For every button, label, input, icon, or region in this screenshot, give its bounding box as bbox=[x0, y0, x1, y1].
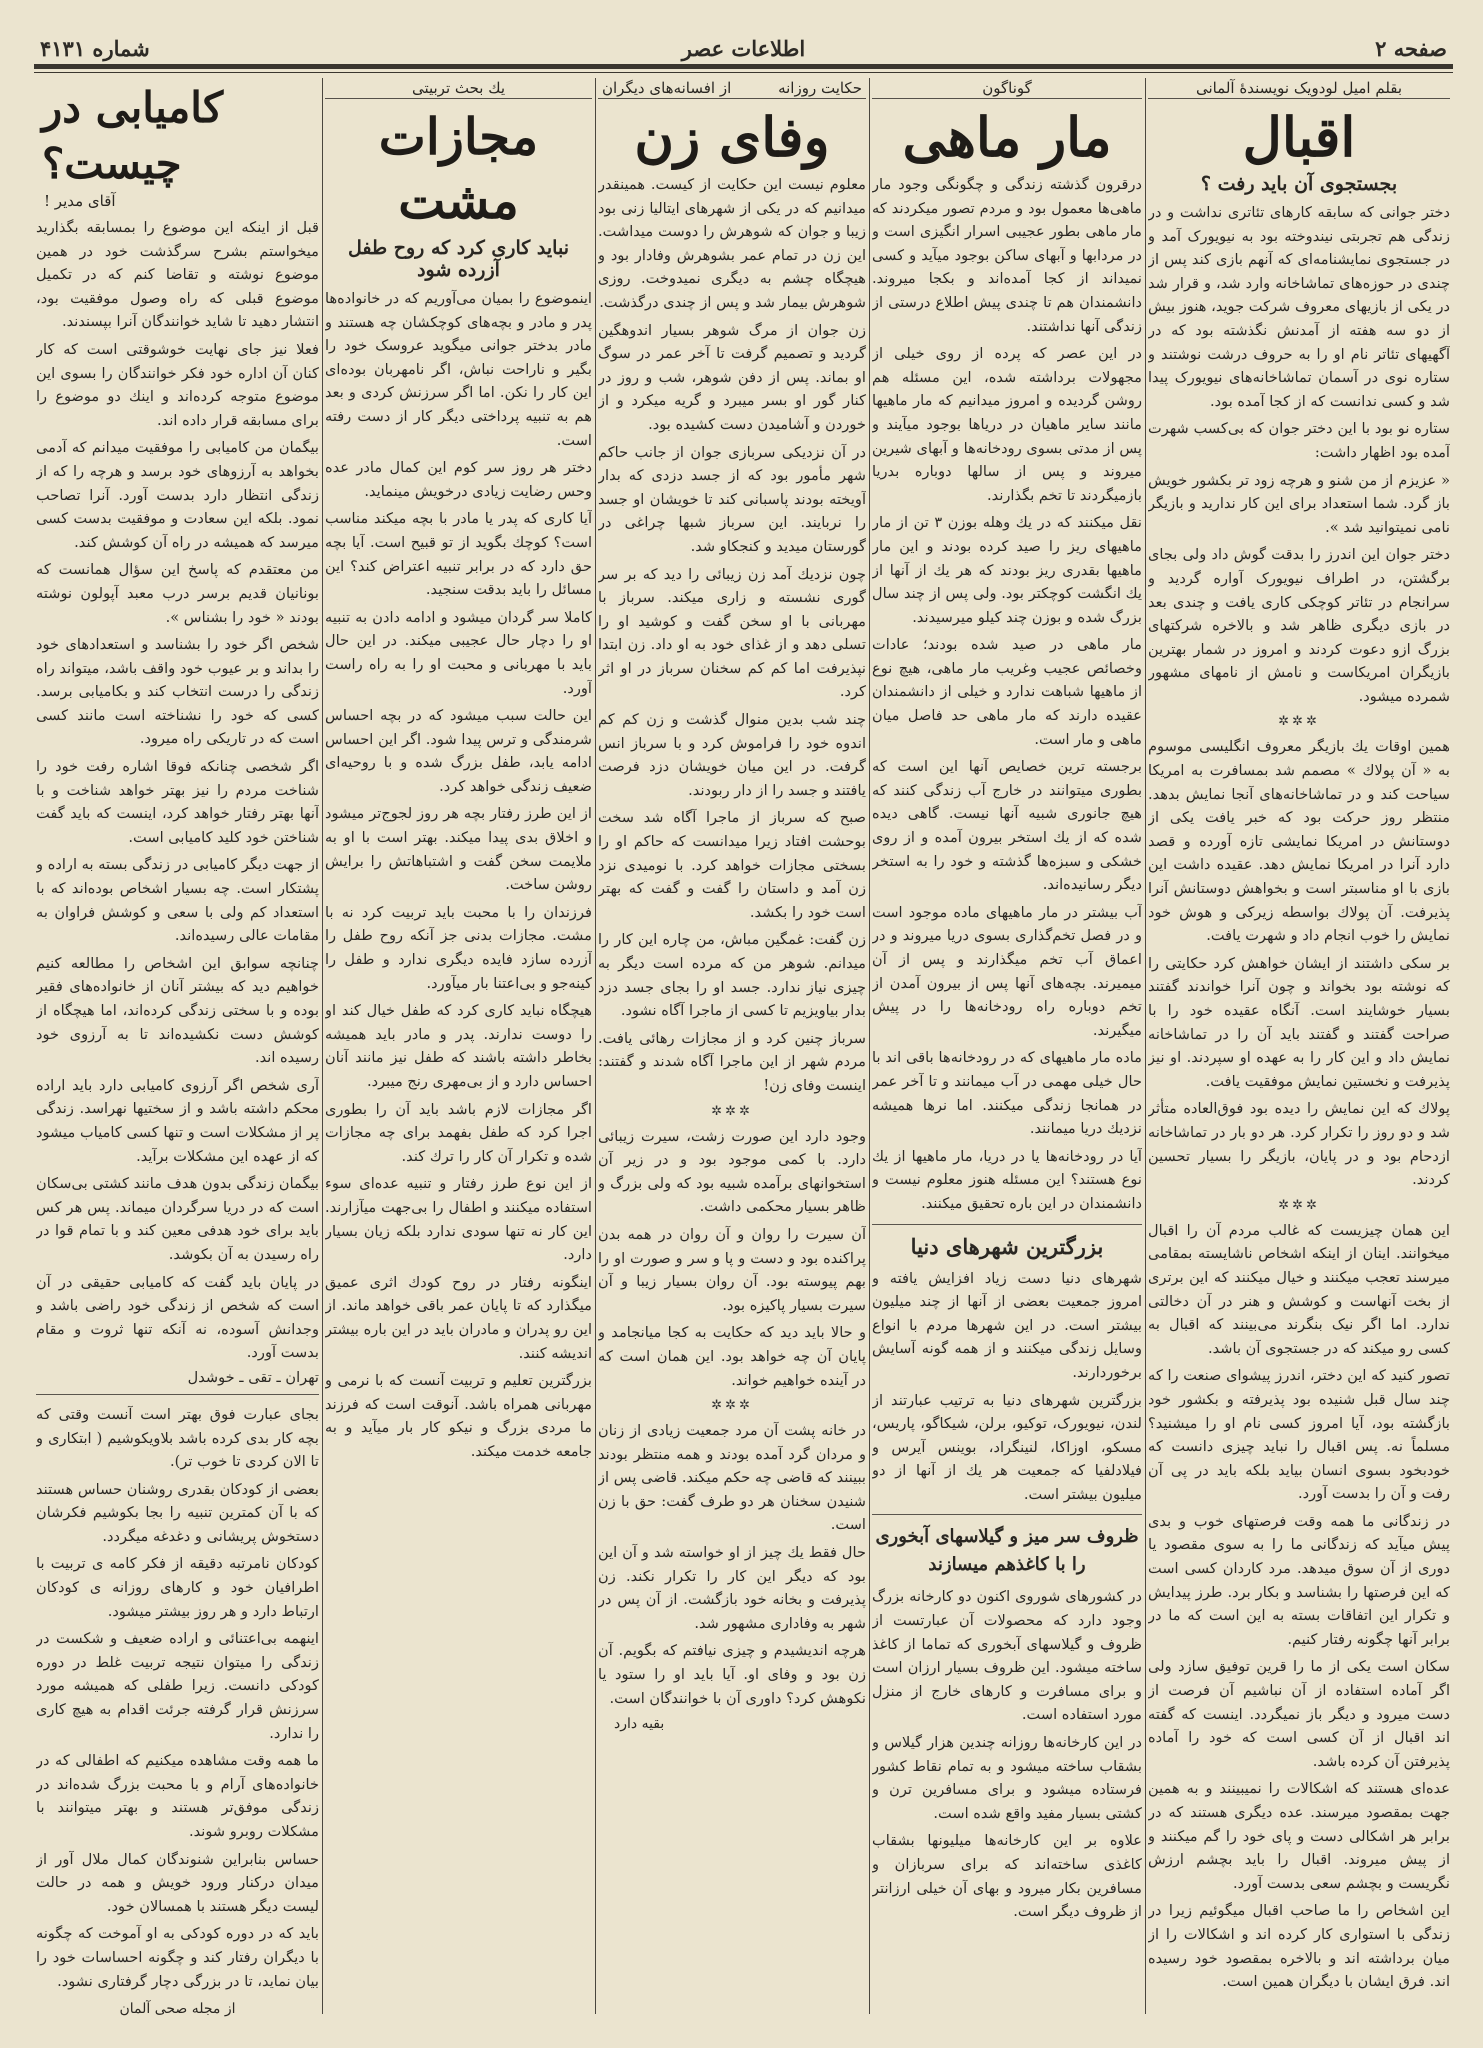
paragraph: اگر مجازات لازم باشد باید آن را بطوری اجرا کرد که طفل بفهمد برای چه مجازات شده و تکرار آن کار را ترك کند. bbox=[325, 1100, 592, 1165]
paragraph: اینموضوع را بمیان می‌آوریم که در خانواده‌ها پدر و مادر و بچه‌های کوچکشان چه هستند و مادر بدختر جوانی میگوید عروسک خود را بگیر و ناراحت نباش، اگر نامهربان بوده‌ای این کار را نکن. اما اگر سرزنش کردی و بعد هم به تنبیه پرداختی دیگر کار از دست رفته است. bbox=[325, 290, 592, 449]
paragraph: از این نوع طرز رفتار و تنبیه عده‌ای سوء استفاده میکنند و اطفال را بی‌جهت میآزارند. این کار نه تنها سودی ندارد بلکه زیان بسیار دارد. bbox=[325, 1175, 592, 1264]
paragraph: علاوه بر این کارخانه‌ها میلیونها بشقاب کاغذی ساخته‌اند که برای سربازان و مسافرین بکار میرود و بهای آن خیلی ارزانتر از ظروف دیگر است. bbox=[872, 1832, 1142, 1921]
paragraph: معلوم نیست این حکایت از کیست. همینقدر میدانیم که در یکی از شهرهای ایتالیا زنی بود زیبا و جوان که شوهرش را دوست میداشت. این زن در تمام عمر بشوهرش وفادار بود و هیچگاه چشم به دیگری نمیدوخت. روزی شوهرش بیمار شد و پس از چندی درگذشت. bbox=[598, 176, 866, 311]
paragraph: چند شب بدین منوال گذشت و زن کم کم اندوه خود را فراموش کرد و با سرباز انس گرفت. در این میان خویشان دزد فرصت یافتند و جسد را از دار ربودند. bbox=[598, 711, 866, 799]
paragraph: زن گفت: غمگین مباش، من چاره این کار را میدانم. شوهر من که مرده است دیگر به چیزی نیاز ندارد. جسد او را بجای جسد دزد بدار بیاویزیم تا کسی از ماجرا آگاه نشود. bbox=[598, 931, 866, 1020]
paragraph: در آن نزدیکی سربازی جوان از جانب حاکم شهر مأمور بود که از جسد دزدی که بدار آویخته بودند پاسبانی کند تا خویشان او جسد را نربایند. این سرباز شبها چراغی در گورستان میدید و کنجکاو شد. bbox=[598, 443, 866, 555]
paragraph: شهرهای دنیا دست زیاد افزایش یافته و امروز جمعیت بعضی از آنها از چند میلیون بیشتر است. در این شهرها مردم با انواع وسایل زندگی میکنند و از همه گونه آسایش برخوردارند. bbox=[872, 1269, 1142, 1381]
page-number: صفحه ۲ bbox=[1375, 36, 1447, 61]
paragraph: در زندگانی ما همه وقت فرصتهای خوب و بدی پیش میآید که زندگانی ما را به سوی مقصود یا دوری از آن سوق میدهد. مرد کاردان کسی است که این فرصتها را بشناسد و بکار برد. طرز پیدایش و تکرار این اتفاقات بسته به این است که ما در برابر آنها چگونه رفتار کنیم. bbox=[1148, 1512, 1450, 1648]
paragraph: اگر شخصی چنانکه فوقا اشاره رفت خود را شناخت مردم را نیز بهتر خواهد شناخت و با آنها بهتر رفتار خواهد کرد، اینست که باید گفت شناختن خود کلید کامیابی است. bbox=[36, 758, 319, 846]
column-divider bbox=[1145, 78, 1146, 2014]
paragraph: دختر جوانی که سابقه کارهای تئاتری نداشت و در زندگی هم تجربتی نیندوخته بود به نیویورک آمد و در جستجوی نمایشنامه‌ای که آنهم بازی کند پس از چندی در حوزه‌های تماشاخانه وارد شد، و قرار شد در یکی از بازیهای معروف شرکت جوید، هنوز بیش از دو سه هفته از آمدنش نگذشته بود که در آگهیهای تئاتر نام او را به حروف درشت نوشتند و ستاره نوی در آسمان تماشاخانه‌های نیویورک پیدا شد و کسی ندانست که از کجا آمده بود. bbox=[1148, 204, 1450, 410]
paragraph: همین اوقات یك بازیگر معروف انگلیسی موسوم به « آن پولاك » مصمم شد بمسافرت به امریکا سیاحت کند و در تماشاخانه‌های آنجا نمایش بدهد. منتظر روز حرکت بود که خبر یافت یکی از دوستانش در امریکا نمایشی تازه آورده و قصد دارد آنرا در امریکا نمایش دهد. عقیده داشت این بازی با او مناسبتر است و بخواهش دوستانش آنرا پذیرفت. آن پولاك بواسطه زیرکی و هوش خود نمایش را خوب انجام داد و شهرت یافت. bbox=[1148, 738, 1450, 945]
paragraph: شخص اگر خود را بشناسد و استعدادهای خود را بداند و بر عیوب خود واقف باشد، میتواند راه زندگی را درست انتخاب کند و بکامیابی برسد. کسی که خود را نشناخته است مانند کسی است که در تاریکی راه میرود. bbox=[36, 636, 319, 748]
paragraph: بجای عبارت فوق بهتر است آنست وقتی که بچه کار بدی کرده باشد بلاویکوشیم ( ابتکاری و تا الان کردی تا خوب تر). bbox=[36, 1405, 319, 1471]
header-rule-thin bbox=[34, 72, 1453, 73]
paragraph: کاملا سر گردان میشود و ادامه دادن به تنبیه او را دچار حال عجیبی میکند. در این حال باید با مهربانی و محبت او را به راه راست آورد. bbox=[325, 608, 592, 697]
article-kicker: گوناگون bbox=[872, 78, 1142, 99]
column-divider bbox=[595, 78, 596, 2014]
section-ornament: ✲✲✲ bbox=[711, 1103, 753, 1119]
paragraph: چون نزدیك آمد زن زیبائی را دید که بر سر گوری نشسته و زاری میکند. سرباز با مهربانی با او سخن گفت و کوشید او را تسلی دهد و از غذای خود به او داد. زن ابتدا نپذیرفت اما کم کم سخنان سرباز در او اثر کرد. bbox=[598, 565, 866, 701]
section-rule bbox=[872, 1224, 1142, 1225]
article-title: اقبال bbox=[1242, 105, 1356, 169]
paragraph: هرچه اندیشیدم و چیزی نیافتم که بگویم. آن زن بود و وفای او. آیا باید او را ستود یا نکوهش کرد؟ داوری آن با خوانندگان است. bbox=[598, 1642, 866, 1707]
paragraph: قبل از اینکه این موضوع را بمسابقه بگذارید میخواستم بشرح سرگذشت خود در همین موضوع نوشته و تقاضا کنم که در تکمیل موضوع قبلی که راه وصول موفقیت بود، انتشار دهید تا شاید خوانندگان آنرا بپسندند. bbox=[36, 219, 319, 331]
article-title: کامیابی در چیست؟ bbox=[42, 83, 224, 188]
paragraph: سرباز چنین کرد و از مجازات رهائی یافت. مردم شهر از این ماجرا آگاه شدند و گفتند: اینست وفای زن! bbox=[598, 1029, 866, 1094]
paragraph: اینگونه رفتار در روح کودك اثری عمیق میگذارد که تا پایان عمر باقی خواهد ماند. از این رو پدران و مادران باید در این باره بیشتر اندیشه کنند. bbox=[325, 1273, 592, 1362]
section-title: ظروف سر میز و گیلاسهای آبخوری را با کاغذهم میسازند bbox=[875, 1526, 1139, 1576]
paragraph: بزرگترین شهرهای دنیا به ترتیب عبارتند از لندن، نیویورک، توکیو، برلن، شیکاگو، پاریس، مسکو، اوزاکا، لنینگراد، بوینس آیرس و فیلادلفیا که جمعیت هر یك از آنها از دو میلیون بیشتر است. bbox=[872, 1391, 1142, 1503]
paragraph: و حالا باید دید که حکایت به کجا میانجامد و پایان آن چه خواهد بود. این همان است که در آینده خواهیم خواند. bbox=[598, 1324, 866, 1389]
article-body bbox=[598, 173, 866, 1732]
paragraph: چنانچه سوابق این اشخاص را مطالعه کنیم خواهیم دید که بیشتر آنان از خانواده‌های فقیر بوده و با سختی زندگی کرده‌اند، اما هیچگاه از کوشش دست نکشیده‌اند تا به آرزوی خود رسیده اند. bbox=[36, 954, 319, 1067]
letter-signoff: تهران ـ تقی ـ خوشدل bbox=[187, 1368, 319, 1386]
article-iqbal bbox=[1148, 78, 1450, 2018]
paragraph: باید که در دوره کودکی به او آموخت که چگونه با دیگران رفتار کند و چگونه احساسات خود را بیان نماید، تا در بزرگی دچار گرفتاری نشود. bbox=[36, 1925, 319, 1990]
paragraph: مار ماهی در صید شده بودند؛ عادات وخصائص عجیب وغریب مار ماهی، هیچ نوع از ماهیها شباهت ندارد و خیلی از دانشمندان عقیده دارند که مار ماهی حد فاصل میان ماهی و مار است. bbox=[872, 636, 1142, 748]
section-rule bbox=[872, 1514, 1142, 1515]
article-title: مجازات مشت bbox=[378, 107, 539, 230]
paragraph: بعضی از کودکان بقدری روشنان حساس هستند که با آن کمترین تنبیه را بجا بکوشیم فکرشان دستخوش پریشانی و دغدغه میگردد. bbox=[36, 1480, 319, 1545]
paragraph: فرزندان را با محبت باید تربیت کرد نه با مشت. مجازات بدنی جز آنکه روح طفل را آزرده سازد فایده دیگری ندارد و طفل را کینه‌جو و بی‌اعتنا بار میآورد. bbox=[325, 903, 592, 992]
paragraph: صبح که سرباز از ماجرا آگاه شد سخت بوحشت افتاد زیرا میدانست که حاکم او را بسختی مجازات خواهد کرد. با نومیدی نزد زن آمد و داستان را گفت و گفت که بهتر است خود را بکشد. bbox=[598, 809, 866, 921]
paragraph: این حالت سبب میشود که در بچه احساس شرمندگی و ترس پیدا شود. اگر این احساس ادامه یابد، طفل بزرگ شده و با روحیه‌ای ضعیف زندگی خواهد کرد. bbox=[325, 707, 592, 795]
section-rule bbox=[36, 1394, 319, 1395]
paragraph: آب بیشتر در مار ماهیهای ماده موجود است و در فصل تخم‌گذاری بسوی دریا میروند و در اعماق آب تخم میگذارند و پس از آن میمیرند. بچه‌های آنها پس از بیرون آمدن از تخم دوباره راه رودخانه‌ها را در پیش میگیرند. bbox=[872, 903, 1142, 1039]
article-body bbox=[872, 173, 1142, 1924]
article-body bbox=[325, 287, 592, 1464]
paragraph: آن سیرت را روان و آن روان در همه بدن پراکنده بود و دست و پا و سر و صورت او را بهم پیوسته بود. آن روان بسیار زیبا و آن سیرت بسیار پاکیزه بود. bbox=[598, 1225, 866, 1314]
article-body bbox=[36, 216, 319, 2017]
article-kicker: حکایت روزانه از افسانه‌های دیگران bbox=[598, 78, 866, 99]
continued-note: بقیه دارد bbox=[614, 1716, 665, 1733]
paragraph: این اشخاص را ما صاحب اقبال میگوئیم زیرا در زندگی با استواری کار کرده اند و اشکالات را از میان برداشته اند و بالاخره بمقصود خود رسیده اند. فرق ایشان با دیگران همین است. bbox=[1148, 1902, 1450, 1991]
paragraph: سکان است یکی از ما را قرین توفیق سازد ولی اگر آماده استفاده از آن نباشیم آن فرصت از دست میرود و دیگر باز نمیگردد. اینست که گفته اند اقبال از آن کسی است که خود را آماده پذیرفتن آن کرده باشد. bbox=[1148, 1658, 1450, 1770]
paragraph: آیا کاری که پدر یا مادر با بچه میکند مناسب است؟ کوچك بگوید از تو قبیح است. آیا بچه حق دارد که در برابر تنبیه اعتراض کند؟ این مسائل را باید بدقت سنجید. bbox=[325, 510, 592, 599]
article-byline: آقای مدیر ! bbox=[44, 192, 116, 210]
paragraph: هیچگاه نباید کاری کرد که طفل خیال کند او را دوست ندارند. پدر و مادر باید همیشه بخاطر داشته باشند که طفل نیز مانند آنان احساس دارد و از بی‌مهری رنج میبرد. bbox=[325, 1002, 592, 1090]
paragraph: بیگمان زندگی بدون هدف مانند کشتی بی‌سکان است که در دریا سرگردان میماند. پس هر کس باید برای خود هدفی معین کند و با تمام قوا در راه رسیدن به آن بکوشد. bbox=[36, 1175, 319, 1263]
paragraph: بزرگترین تعلیم و تربیت آنست که با نرمی و مهربانی همراه باشد. آنوقت است که فرزند ما مردی بزرگ و نیکو کار بار میآید و به جامعه خدمت میکند. bbox=[325, 1372, 592, 1460]
article-loyalty bbox=[598, 78, 866, 2018]
paragraph: در این کارخانه‌ها روزانه چندین هزار گیلاس و بشقاب ساخته میشود و به تمام نقاط کشور فرستاده میشود و برای مسافرین ترن و کشتی بسیار مفید واقع شده است. bbox=[872, 1734, 1142, 1822]
article-subtitle: بجستجوی آن باید رفت ؟ bbox=[1200, 173, 1398, 195]
section-ornament: ✲✲✲ bbox=[1278, 1197, 1320, 1213]
header-rule bbox=[34, 64, 1453, 69]
paragraph: نقل میکنند که در یك وهله بوزن ۳ تن از مار ماهیهای ریز را صید کرده بودند و این مار ماهیها بقدری ریز بودند که هر یك از آنها از یك انگشت کوچکتر بود. ولی پس از چند سال بزرگ شده و بوزن چند کیلو میرسیدند. bbox=[872, 514, 1142, 626]
paragraph: دختر جوان این اندرز را بدقت گوش داد ولی بجای برگشتن، در اطراف نیویورک آواره گردید و سرانجام در تئاتر کوچکی کاری یافت و چندی بعد در بازی دیگری ظاهر شد و بالاخره شرکتهای بزرگ ازو دعوت کردند و امروز در شمار بهترین بازیگران امریکاست و نامش از نامهای مشهور شمرده میشود. bbox=[1148, 546, 1450, 705]
article-body bbox=[1148, 201, 1450, 1994]
section-title: بزرگترین شهرهای دنیا bbox=[910, 1233, 1104, 1259]
paragraph: حساس بنابراین شنوندگان کمال ملال آور از میدان درکنار ورود خویش و همه در حالت لیست دیگر هستند با همسالان خود. bbox=[36, 1850, 319, 1915]
column-divider bbox=[869, 78, 870, 2014]
paragraph: وجود دارد این صورت زشت، سیرت زیبائی دارد. با کمی موجود بود و در زیر آن استخوانهای برآمده شبیه بود که ولی بزرگ و ظاهر بسیار محکمی داشت. bbox=[598, 1127, 866, 1216]
paragraph: بیگمان من کامیابی را موفقیت میدانم که آدمی بخواهد به آرزوهای خود برسد و هرچه را که از زندگی انتظار دارد بدست آورد. آنرا تصاحب نمود. بلکه این سعادت و موفقیت بدست کسی میرسد که همیشه در راه آن کوشش کند. bbox=[36, 439, 319, 551]
paragraph: این همان چیزیست که غالب مردم آن را اقبال میخوانند. اینان از اینکه اشخاص ناشایسته بمقامی میرسند تعجب میکنند و خیال میکنند که این برتری از بخت آنهاست و کوشش و هنر در آن دخالتی ندارد. اما اگر نیک بنگرند می‌بینند که اقبال به کسی رو میکند که در جستجوی آن باشد. bbox=[1148, 1221, 1450, 1357]
paragraph: پولاك که این نمایش را دیده بود فوق‌العاده متأثر شد و دو روز را تکرار کرد. هر دو بار در تماشاخانه ازدحام بود و در پایان، بازیگر را بسیار تحسین کردند. bbox=[1148, 1100, 1450, 1189]
paragraph: برجسته ترین خصایص آنها این است که بطوری میتوانند در خارج آب زندگی کنند که هیچ جانوری شبیه آنها نیست. گاهی دیده شده که از یك استخر بیرون آمده و از روی خشکی و سبزه‌ها گذشته و خود را به استخر دیگر رسانیده‌اند. bbox=[872, 758, 1142, 894]
paragraph: در کشورهای شوروی اکنون دو کارخانه بزرگ وجود دارد که محصولات آن عبارتست از ظروف و گیلاسهای آبخوری که تماما از کاغذ ساخته میشود. این ظروف بسیار ارزان است و برای مسافرت و کارهای خارج از منزل مورد استفاده است. bbox=[872, 1588, 1142, 1724]
article-kicker: بقلم امیل لودویک نویسندهٔ آلمانی bbox=[1148, 78, 1450, 99]
paragraph: بر سکی داشتند از ایشان خواهش کرد حکایتی را که نوشته بود بخواند و چون آنرا خواندند گفتند بسیار خوشایند است. آنگاه عقیده خود را با صراحت گفتند و گفتند باید آن را در تماشاخانه نمایش داد و این کار را به عهده او سپردند. او نیز پذیرفت و نخستین نمایش موفقیت یافت. bbox=[1148, 954, 1450, 1090]
article-source: از مجله صحی آلمان bbox=[119, 2001, 236, 2018]
article-eel bbox=[872, 78, 1142, 2018]
paragraph: کودکان نامرتبه دقیقه از فکر کامه ی تربیت با اطرافیان خود و کارهای روزانه ی کودکان ارتباط دارد و هر روز بیشتر میشود. bbox=[36, 1555, 319, 1620]
paragraph: درقرون گذشته زندگی و چگونگی وجود مار ماهی‌ها معمول بود و مردم تصور میکردند که مار ماهی بطور عجیبی اسرار انگیزی است و در مردابها و آبهای ساکن بوجود میآید و کسی نمیداند از کجا آمده‌اند و بکجا میروند. دانشمندان هم تا چندی پیش اطلاع درستی از زندگی آنها نداشتند. bbox=[872, 176, 1142, 335]
paragraph: در خانه پشت آن مرد جمعیت زیادی از زنان و مردان گرد آمده بودند و همه منتظر بودند ببینند که قاضی چه حکم میکند. قاضی پس از شنیدن سخنان هر دو طرف گفت: حق با زن است. bbox=[598, 1422, 866, 1534]
paragraph: آیا در رودخانه‌ها یا در دریا، مار ماهیها از یك نوع هستند؟ این مسئله هنوز معلوم نیست و دانشمندان در این باره تحقیق میکنند. bbox=[872, 1147, 1142, 1212]
paragraph: حال فقط یك چیز از او خواسته شد و آن این بود که دیگر این کار را تکرار نکند. زن پذیرفت و بخانه خود بازگشت. از آن پس در شهر به وفاداری مشهور شد. bbox=[598, 1544, 866, 1632]
paragraph: آری شخص اگر آرزوی کامیابی دارد باید اراده محکم داشته باشد و از سختیها نهراسد. زندگی پر از مشکلات است و تنها کسی کامیاب میشود که از عهده این مشکلات برآید. bbox=[36, 1076, 319, 1165]
paragraph: « عزیزم از من شنو و هرچه زود تر بکشور خویش باز گرد. شما استعداد برای این کار ندارید و بازیگر نامی نمیتوانید شد ». bbox=[1148, 471, 1450, 536]
paragraph: من معتقدم که پاسخ این سؤال همانست که بونانیان قدیم برسر درب معبد آپولون نوشته بودند « خود را بشناس ». bbox=[36, 561, 319, 626]
issue-number: شماره ۴۱۳۱ bbox=[40, 36, 150, 61]
article-kicker: یك بحث تربیتی bbox=[325, 78, 592, 99]
paragraph: فعلا نیز جای نهایت خوشوقتی است که کار کنان آن اداره خود فکر خوانندگان را بسوی این موضوع متوجه کرده‌اند و اینك دو موضوع را برای مسابقه قرار داده اند. bbox=[36, 340, 319, 429]
paragraph: ماده مار ماهیهای که در رودخانه‌ها باقی اند با حال خیلی مهمی در آب میمانند و تا آخر عمر در همانجا زندگی میکنند. اما نرها همیشه نزدیك دریا میمانند. bbox=[872, 1049, 1142, 1138]
paragraph: عده‌ای هستند که اشکالات را نمیبینند و به همین جهت بمقصود میرسند. عده دیگری هستند که در برابر هر اشکالی دست و پای خود را گم میکنند و از پیش میروند. اقبال را باید بچشم ارزش نگریست و بچشم سعی بدست آورد. bbox=[1148, 1780, 1450, 1892]
article-title: وفای زن bbox=[634, 105, 830, 169]
paragraph: زن جوان از مرگ شوهر بسیار اندوهگین گردید و تصمیم گرفت تا آخر عمر در سوگ او بماند. پس از دفن شوهر، شب و روز در کنار گور او بسر میبرد و گریه میکرد و از خوردن و آشامیدن دست کشیده بود. bbox=[598, 321, 866, 433]
column-divider bbox=[322, 78, 323, 2014]
paragraph: از جهت دیگر کامیابی در زندگی بسته به اراده و پشتکار است. چه بسیار اشخاص بوده‌اند که با استعداد کم ولی با سعی و کوشش فراوان به مقامات عالی رسیده‌اند. bbox=[36, 856, 319, 945]
section-ornament: ✲✲✲ bbox=[711, 1398, 753, 1414]
article-punishment bbox=[325, 78, 592, 2018]
paragraph: ستاره نو بود با این دختر جوان که بی‌کسب شهرت آمده بود اظهار داشت: bbox=[1148, 420, 1450, 461]
paragraph: در پایان باید گفت که کامیابی حقیقی در آن است که شخص از زندگی خود راضی باشد و وجدانش آسوده، نه آنکه تنها ثروت و مقام بدست آورد. bbox=[36, 1273, 319, 1362]
section-ornament: ✲✲✲ bbox=[1278, 714, 1320, 730]
paragraph: ما همه وقت مشاهده میکنیم که اطفالی که در خانواده‌های آرام و با محبت بزرگ شده‌اند در زندگی موفق‌تر هستند و بهتر میتوانند با مشکلات روبرو شوند. bbox=[36, 1752, 319, 1840]
paragraph: در این عصر که پرده از روی خیلی از مجهولات برداشته شده، این مسئله هم روشن گردیده و امروز میدانیم که مار ماهیها مانند سایر ماهیان در دریاها بوجود میآیند و پس از مدتی بسوی رودخانه‌ها و آبهای شیرین میروند و پس از سالها دوباره بدریا بازمیگردند تا تخم بگذارند. bbox=[872, 345, 1142, 504]
article-title: مار ماهی bbox=[902, 105, 1112, 169]
paragraph: تصور کنید که این دختر، اندرز پیشوای صنعت را که چند سال قبل شنیده بود پذیرفته و بکشور خود بازگشته بود، آیا امروز کسی نام او را میشنید؟ مسلماً نه. پس اقبال را نباید چیزی دانست که خودبخود بسوی انسان بیاید بلکه باید در پی آن رفت و آن را بدست آورد. bbox=[1148, 1367, 1450, 1503]
paragraph: از این طرز رفتار بچه هر روز لجوج‌تر میشود و اخلاق بدی پیدا میکند. بهتر است با او به ملایمت سخن گفت و اشتباهاتش را برایش روشن ساخت. bbox=[325, 805, 592, 894]
paragraph: دختر هر روز سر کوم این کمال مادر عده وحس رضایت زیادی درخویش مینماید. bbox=[325, 459, 592, 500]
paragraph: اینهمه بی‌اعتنائی و اراده ضعیف و شکست در زندگی را میتوان نتیجه تربیت غلط در دوره کودکی دانست. زیرا طفلی که همیشه مورد سرزنش قرار گرفته جرئت اقدام به هیچ کاری را ندارد. bbox=[36, 1630, 319, 1742]
article-subtitle: نباید کاری کرد که روح طفل آزرده شود bbox=[348, 237, 569, 281]
article-success bbox=[36, 78, 319, 2018]
newspaper-name: اطلاعات عصر bbox=[681, 36, 806, 61]
